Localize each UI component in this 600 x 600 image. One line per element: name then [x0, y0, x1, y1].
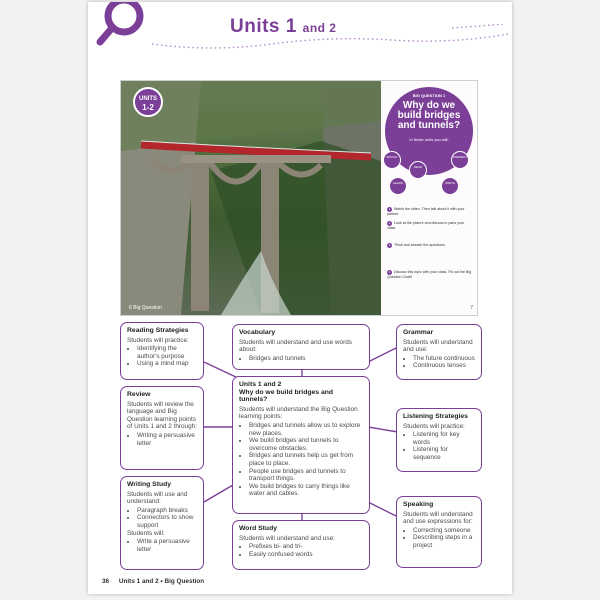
listening-strategies-box: Listening Strategies Students will practice: • Listening for key words • Listening for sequence: [396, 408, 482, 472]
page-footer: [102, 578, 212, 585]
workbook-page: [88, 2, 512, 594]
big-question-steps: 1 Watch the video. Then talk about it with your partner. 2 Look at the picture and discuss in pairs your class. 3 Think and answer the questions. 4 Discuss this topic with your class. Fill out the Big Question Chart!: [387, 207, 472, 279]
footer-page-number: 36: [102, 578, 110, 585]
reading-strategies-box: Reading Strategies Students will practice: • Identifying the author's purpose • Using a mind map: [120, 322, 204, 380]
bubble-write: WRITE: [441, 177, 459, 195]
bubble-present: PRESENT: [451, 151, 469, 169]
writing-study-box: Writing Study Students will use and understand: • Paragraph breaks • Connectors to show support Students will: • Write a persuasive letter: [120, 476, 204, 570]
review-box: Review Students will review the language and Big Question learning points of Units 1 and 2 through: • Writing a persuasive letter: [120, 386, 204, 470]
bubble-learn: LEARN: [389, 177, 407, 195]
page-title: Units 1 and 2: [230, 16, 337, 37]
grammar-box: Grammar Students will understand and use: • The future continuous • Continuous tenses: [396, 324, 482, 380]
unit-opener-spread: [120, 80, 478, 316]
big-question-text: Why do we build bridges and tunnels?: [397, 100, 461, 131]
bubble-watch: WATCH: [383, 151, 401, 169]
bridge-photo: [121, 81, 381, 315]
bubble-read: READ: [409, 161, 427, 179]
big-question-panel: [381, 81, 477, 315]
vocabulary-box: Vocabulary Students will understand and use words about: • Bridges and tunnels: [232, 324, 370, 370]
word-study-box: Word Study Students will understand and use: • Prefixes bi- and tri- • Easily confused words: [232, 520, 370, 570]
footer-text: Units 1 and 2 • Big Question: [118, 578, 205, 585]
spread-page-number: 7: [470, 305, 473, 311]
units-badge: UNITS 1-2: [133, 87, 163, 117]
big-question-label: BIG QUESTION 1: [412, 93, 446, 98]
big-question-center-box: Units 1 and 2 Why do we build bridges and tunnels? Students will understand the Big Question learning points: • Bridges and tunnels allow us to explore new places. • We build bridges and tunnels to overcome obstacles. • Bridges and tunnels help us get from place to place. • People use bridges and tunnels to transport things. • We build bridges to carry things like water and cables.: [232, 376, 370, 514]
big-question-sub: In these units you will:: [409, 137, 449, 142]
speaking-box: Speaking Students will understand and use expressions for: • Correcting someone • Describing steps in a project: [396, 496, 482, 568]
spread-page-caption: 6 Big Question: [129, 305, 162, 311]
magnifier-icon: [94, 2, 150, 50]
